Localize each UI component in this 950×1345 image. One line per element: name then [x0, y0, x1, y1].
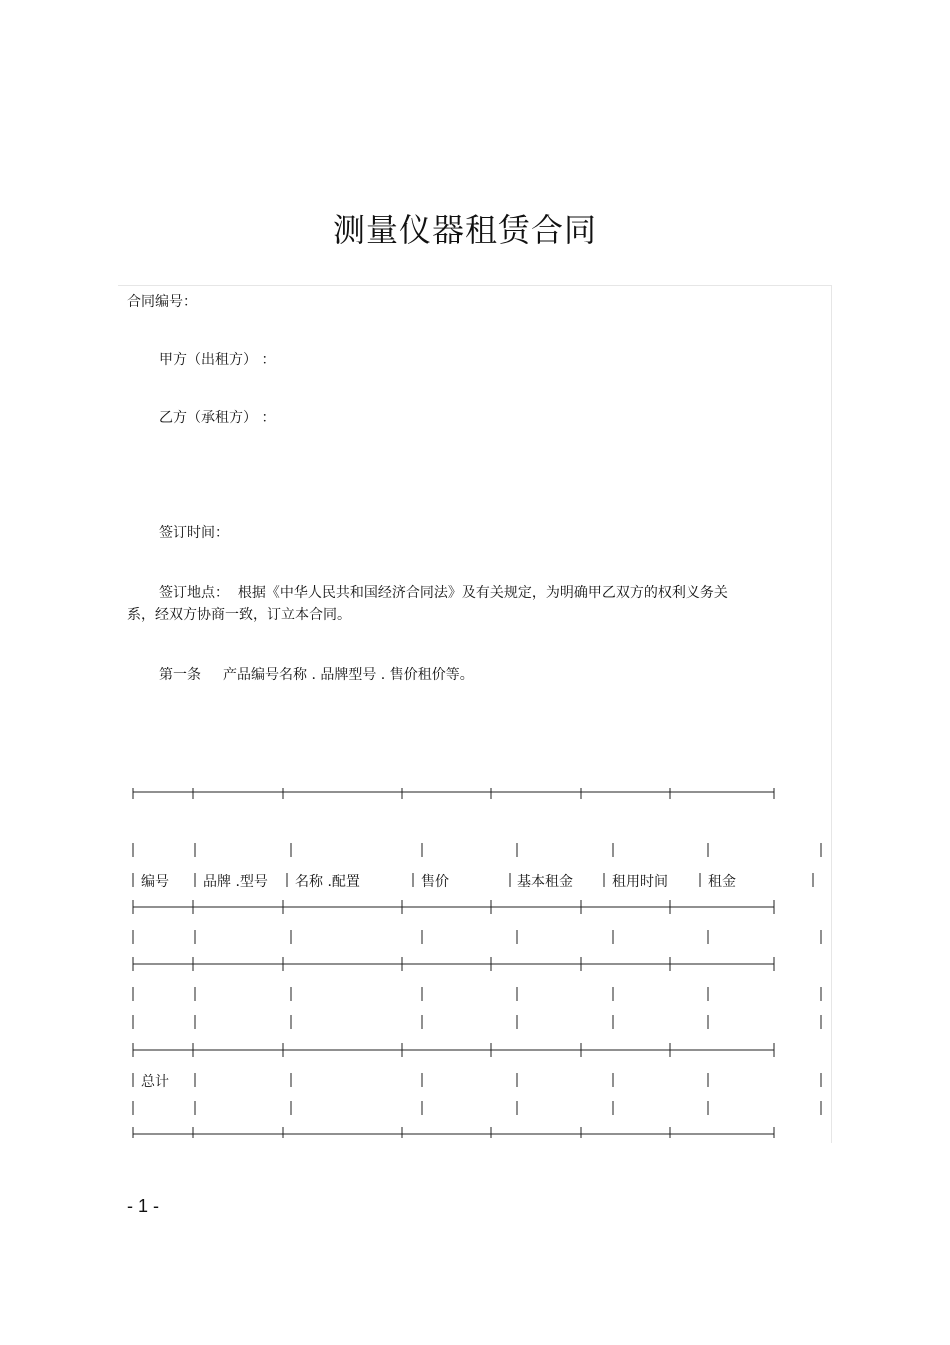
party-a-label: 甲方（出租方） ：	[159, 352, 276, 368]
table-header-id: 编号	[141, 874, 169, 890]
article-1-number: 第一条	[159, 667, 201, 683]
table-header-brand-model: 品牌 .型号	[203, 874, 268, 890]
table-joints	[133, 788, 774, 1138]
document-title: 测量仪器租赁合同	[332, 211, 597, 249]
page-number: - 1 -	[127, 1196, 160, 1216]
sign-time-label: 签订时间：	[159, 525, 229, 541]
table-header-base-rent: 基本租金	[517, 874, 573, 890]
preamble-continuation: 系，经双方协商一致，订立本合同。	[127, 607, 351, 623]
preamble-text: 根据《中华人民共和国经济合同法》及有关规定，为明确甲乙双方的权利义务关	[237, 585, 728, 601]
article-1-text: 产品编号名称 . 品牌型号 . 售价租价等。	[223, 667, 474, 683]
sign-place-label: 签订地点：	[159, 585, 229, 601]
table-total-label: 总计	[141, 1074, 169, 1090]
table-header-rent: 租金	[708, 874, 736, 890]
party-b-label: 乙方（承租方） ：	[159, 410, 276, 426]
contract-number-label: 合同编号：	[127, 294, 197, 310]
table-header-price: 售价	[421, 874, 449, 890]
table-header-rental-period: 租用时间	[612, 874, 668, 890]
table-header-name-config: 名称 .配置	[295, 874, 360, 890]
